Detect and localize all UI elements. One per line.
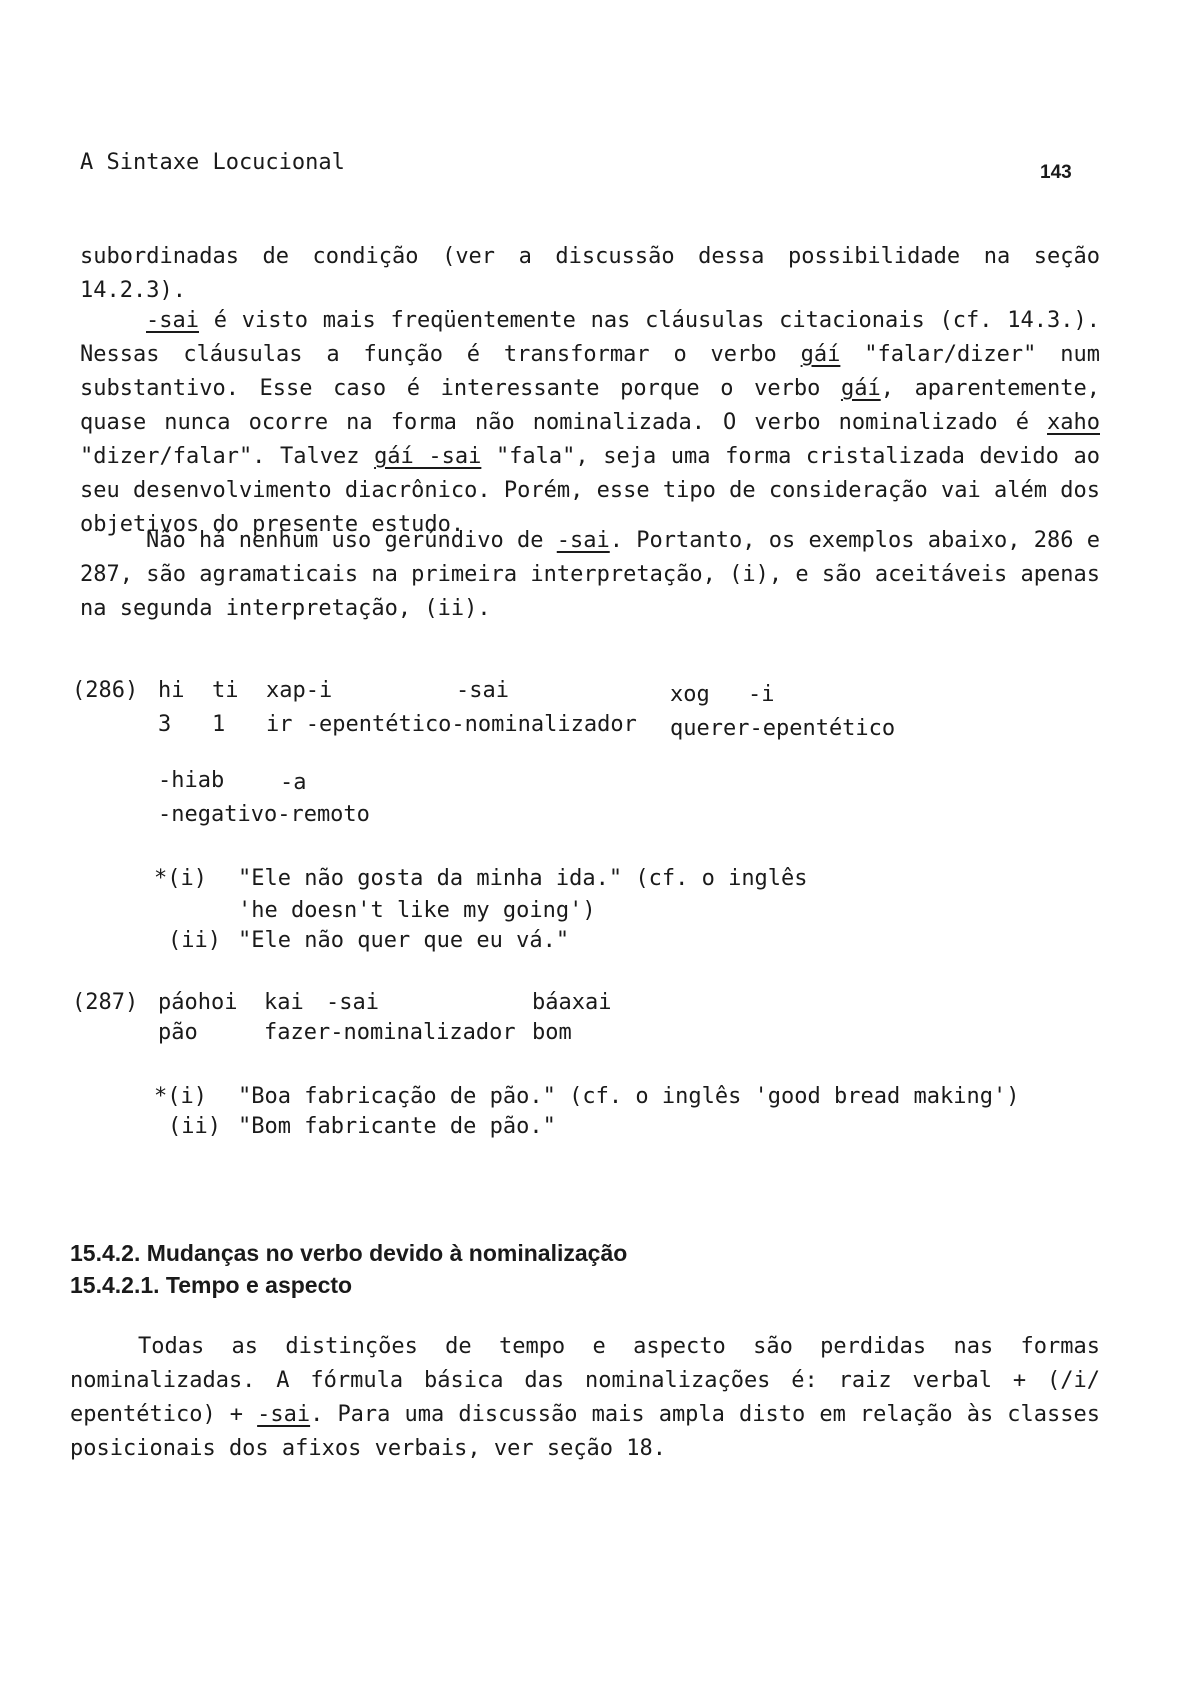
translation-mark: *(i) — [154, 1084, 207, 1109]
paragraph-continuation — [80, 240, 1100, 308]
translation: "Ele não quer que eu vá." — [238, 928, 570, 953]
text-run: é visto mais freqüentemente nas cláusulas citacionais (cf. 14.3.). Nessas cláusulas a função é transformar o verbo — [80, 308, 1100, 367]
paragraph-gerundive — [80, 524, 1100, 626]
morpheme-sai: -sai — [257, 1402, 311, 1427]
morpheme-xaho: xaho — [1047, 410, 1100, 435]
morpheme-gai: gáí — [800, 342, 841, 367]
translation: 'he doesn't like my going') — [238, 898, 596, 923]
morpheme: -hiab — [158, 768, 225, 793]
gloss: 3 — [158, 712, 172, 737]
morpheme: páohoi — [158, 990, 238, 1015]
morpheme: xap-i — [266, 678, 333, 703]
paragraph-sai-citational — [80, 304, 1100, 542]
text-run: "dizer/falar". Talvez — [80, 444, 375, 469]
translation-mark: (ii) — [168, 1114, 221, 1139]
morpheme: ti — [212, 678, 239, 703]
translation-mark: (ii) — [168, 928, 221, 953]
gloss: fazer-nominalizador — [264, 1020, 516, 1045]
translation: "Ele não gosta da minha ida." (cf. o inglês — [238, 866, 808, 891]
subsection-heading: 15.4.2.1. Tempo e aspecto — [70, 1272, 353, 1298]
morpheme-sai: -sai — [146, 308, 199, 333]
morpheme: xog — [670, 682, 710, 707]
translation: "Bom fabricante de pão." — [238, 1114, 556, 1139]
text-run: Todas as distinções de tempo e aspecto são perdidas nas formas nominalizadas. A fórmula básica das nominalizações é: raiz verbal + (/i/ epentético) + — [70, 1334, 1100, 1427]
page-number: 143 — [1040, 162, 1072, 183]
text-run: . Portanto, os exemplos abaixo, 286 e 287, são agramaticais na primeira interpretação, (i), e são aceitáveis apenas na segunda interpretação, (ii). — [80, 528, 1100, 621]
text-run: . Para uma discussão mais ampla disto em relação às classes posicionais dos afixos verbais, ver seção 18. — [70, 1402, 1100, 1461]
text-run: Não há nenhum uso gerúndivo de — [146, 528, 557, 553]
paragraph-tense-aspect — [70, 1330, 1100, 1466]
morpheme: -i — [748, 682, 775, 707]
morpheme-sai: -sai — [556, 528, 610, 553]
morpheme: hi — [158, 678, 185, 703]
gloss: querer-epentético — [670, 716, 896, 741]
morpheme: -a — [280, 770, 307, 795]
translation-mark: *(i) — [154, 866, 207, 891]
gloss: ir -epentético-nominalizador — [266, 712, 637, 737]
section-heading: 15.4.2. Mudanças no verbo devido à nominalização — [70, 1240, 628, 1266]
gloss: bom — [532, 1020, 572, 1045]
gloss: -negativo-remoto — [158, 802, 370, 827]
morpheme-gai: gáí — [840, 376, 881, 401]
morpheme: kai — [264, 990, 304, 1015]
paragraph-text: subordinadas de condição (ver a discussão dessa possibilidade na seção 14.2.3). — [80, 244, 1100, 303]
text-run: "fala", seja uma forma cristalizada devido ao seu desenvolvimento diacrônico. Porém, esse tipo de consideração vai além dos objetivos do presente estudo. — [80, 444, 1100, 537]
morpheme: -sai — [456, 678, 509, 703]
text-run: , aparentemente, quase nunca ocorre na forma não nominalizada. O verbo nominalizado é — [80, 376, 1100, 435]
example-number: (287) — [72, 990, 139, 1015]
text-run: "falar/dizer" num substantivo. Esse caso é interessante porque o verbo — [80, 342, 1100, 401]
gloss: pão — [158, 1020, 198, 1045]
example-number: (286) — [72, 678, 139, 703]
gloss: 1 — [212, 712, 226, 737]
morpheme: -sai — [326, 990, 379, 1015]
morpheme-gai-sai: gáí -sai — [374, 444, 482, 469]
translation: "Boa fabricação de pão." (cf. o inglês 'good bread making') — [238, 1084, 1020, 1109]
morpheme: báaxai — [532, 990, 612, 1015]
running-title: A Sintaxe Locucional — [80, 150, 345, 175]
